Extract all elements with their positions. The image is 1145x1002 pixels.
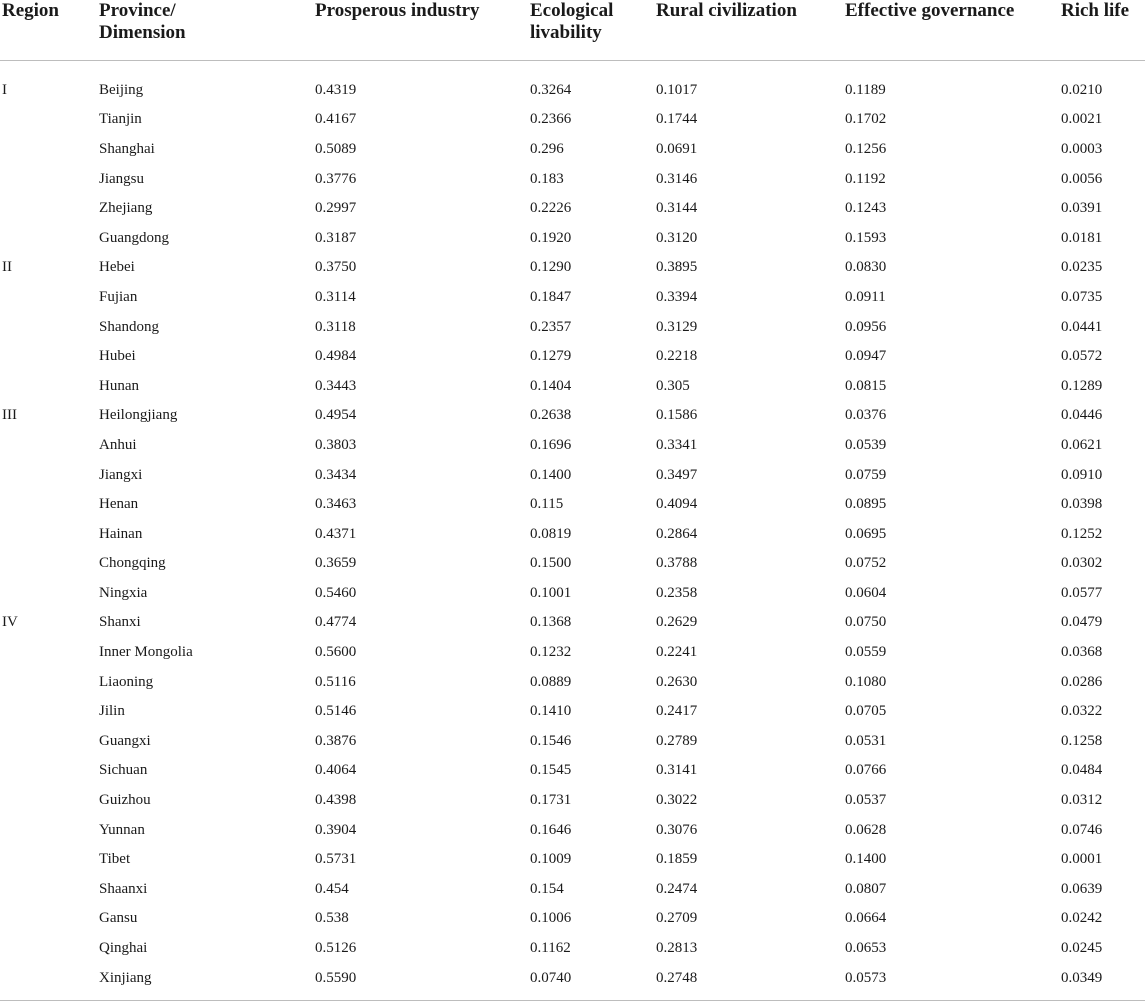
cell-region bbox=[0, 164, 97, 194]
cell-rural-civilization: 0.2864 bbox=[656, 525, 698, 542]
cell-rural-civilization: 0.1744 bbox=[656, 111, 698, 128]
cell-rich-life: 0.0479 bbox=[1061, 614, 1103, 631]
cell-ecological-livability: 0.1410 bbox=[530, 703, 572, 720]
cell-rich-life: 0.0910 bbox=[1061, 466, 1103, 483]
cell-prosperous-industry: 0.4371 bbox=[315, 525, 357, 542]
cell-region bbox=[0, 815, 97, 845]
cell-rural-civilization: 0.3394 bbox=[656, 288, 698, 305]
cell-rural-civilization: 0.2813 bbox=[656, 940, 698, 957]
cell-region bbox=[0, 105, 97, 135]
cell-rich-life: 0.0210 bbox=[1061, 81, 1103, 98]
cell-effective-governance: 0.1256 bbox=[845, 140, 887, 157]
cell-region: I bbox=[2, 81, 7, 98]
cell-rich-life: 0.1289 bbox=[1061, 377, 1103, 394]
cell-region bbox=[0, 963, 97, 993]
cell-rich-life: 0.0484 bbox=[1061, 762, 1103, 779]
cell-rich-life: 0.0003 bbox=[1061, 140, 1103, 157]
cell-rural-civilization: 0.2709 bbox=[656, 910, 698, 927]
cell-ecological-livability: 0.1847 bbox=[530, 288, 572, 305]
cell-rural-civilization: 0.3146 bbox=[656, 170, 698, 187]
cell-prosperous-industry: 0.3803 bbox=[315, 436, 357, 453]
cell-rural-civilization: 0.305 bbox=[656, 377, 690, 394]
cell-rich-life: 0.0286 bbox=[1061, 673, 1103, 690]
cell-ecological-livability: 0.2366 bbox=[530, 111, 572, 128]
table-row bbox=[0, 844, 1145, 874]
cell-effective-governance: 0.0695 bbox=[845, 525, 887, 542]
cell-ecological-livability: 0.2357 bbox=[530, 318, 572, 335]
cell-ecological-livability: 0.115 bbox=[530, 496, 564, 513]
cell-effective-governance: 0.0815 bbox=[845, 377, 887, 394]
cell-rich-life: 0.0735 bbox=[1061, 288, 1103, 305]
cell-region bbox=[0, 756, 97, 786]
cell-rural-civilization: 0.3895 bbox=[656, 259, 698, 276]
cell-rural-civilization: 0.3141 bbox=[656, 762, 698, 779]
cell-rural-civilization: 0.3788 bbox=[656, 555, 698, 572]
table-row bbox=[0, 134, 1145, 164]
table-row bbox=[0, 785, 1145, 815]
cell-province: Zhejiang bbox=[99, 200, 153, 217]
cell-region: IV bbox=[2, 614, 18, 631]
cell-effective-governance: 0.0759 bbox=[845, 466, 887, 483]
table-row bbox=[0, 105, 1145, 135]
header-row bbox=[0, 0, 1145, 61]
cell-region bbox=[0, 904, 97, 934]
cell-rich-life: 0.0577 bbox=[1061, 584, 1103, 601]
cell-ecological-livability: 0.183 bbox=[530, 170, 564, 187]
table-row bbox=[0, 874, 1145, 904]
table-row bbox=[0, 933, 1145, 963]
cell-effective-governance: 0.1192 bbox=[845, 170, 886, 187]
cell-effective-governance: 0.0628 bbox=[845, 821, 887, 838]
cell-region bbox=[0, 933, 97, 963]
cell-effective-governance: 0.0956 bbox=[845, 318, 887, 335]
cell-prosperous-industry: 0.3776 bbox=[315, 170, 357, 187]
cell-prosperous-industry: 0.3659 bbox=[315, 555, 357, 572]
table-row bbox=[0, 696, 1145, 726]
cell-prosperous-industry: 0.3463 bbox=[315, 496, 357, 513]
cell-ecological-livability: 0.2226 bbox=[530, 200, 572, 217]
cell-prosperous-industry: 0.4984 bbox=[315, 348, 357, 365]
cell-rural-civilization: 0.2417 bbox=[656, 703, 698, 720]
cell-prosperous-industry: 0.5146 bbox=[315, 703, 357, 720]
table-row bbox=[0, 223, 1145, 253]
table-row bbox=[0, 193, 1145, 223]
table-bottom-rule bbox=[0, 1000, 1145, 1001]
cell-effective-governance: 0.0531 bbox=[845, 732, 887, 749]
cell-province: Xinjiang bbox=[99, 969, 152, 986]
cell-province: Fujian bbox=[99, 288, 138, 305]
cell-effective-governance: 0.0830 bbox=[845, 259, 887, 276]
cell-effective-governance: 0.0766 bbox=[845, 762, 887, 779]
cell-effective-governance: 0.1080 bbox=[845, 673, 887, 690]
header-ecological-livability bbox=[528, 0, 654, 61]
cell-effective-governance: 0.0895 bbox=[845, 496, 887, 513]
cell-region bbox=[0, 489, 97, 519]
cell-effective-governance: 0.0705 bbox=[845, 703, 887, 720]
cell-effective-governance: 0.0752 bbox=[845, 555, 887, 572]
cell-province: Heilongjiang bbox=[99, 407, 178, 424]
header-province-dimension bbox=[97, 0, 313, 61]
table-row bbox=[0, 667, 1145, 697]
cell-prosperous-industry: 0.5460 bbox=[315, 584, 357, 601]
cell-effective-governance: 0.1593 bbox=[845, 229, 887, 246]
cell-province: Anhui bbox=[99, 436, 137, 453]
cell-region bbox=[0, 134, 97, 164]
cell-effective-governance: 0.0573 bbox=[845, 969, 887, 986]
cell-rural-civilization: 0.3076 bbox=[656, 821, 698, 838]
cell-ecological-livability: 0.1404 bbox=[530, 377, 572, 394]
cell-region bbox=[0, 637, 97, 667]
cell-rich-life: 0.0245 bbox=[1061, 940, 1103, 957]
table-header bbox=[0, 0, 1145, 61]
cell-ecological-livability: 0.1546 bbox=[530, 732, 572, 749]
cell-prosperous-industry: 0.5126 bbox=[315, 940, 357, 957]
cell-ecological-livability: 0.1290 bbox=[530, 259, 572, 276]
cell-province: Guangdong bbox=[99, 229, 169, 246]
cell-ecological-livability: 0.0819 bbox=[530, 525, 572, 542]
cell-prosperous-industry: 0.5089 bbox=[315, 140, 357, 157]
cell-region bbox=[0, 696, 97, 726]
cell-region bbox=[0, 549, 97, 579]
cell-province: Jilin bbox=[99, 703, 125, 720]
cell-ecological-livability: 0.1920 bbox=[530, 229, 572, 246]
cell-ecological-livability: 0.1001 bbox=[530, 584, 572, 601]
cell-region bbox=[0, 844, 97, 874]
table-row bbox=[0, 371, 1145, 401]
cell-rural-civilization: 0.3120 bbox=[656, 229, 698, 246]
cell-ecological-livability: 0.1279 bbox=[530, 348, 572, 365]
cell-rural-civilization: 0.3497 bbox=[656, 466, 698, 483]
header-rich-life: Rich life bbox=[1059, 0, 1145, 61]
table-row bbox=[0, 726, 1145, 756]
header-prosperous-industry: Prosperous industry bbox=[313, 0, 528, 61]
cell-rich-life: 0.0322 bbox=[1061, 703, 1103, 720]
table-row bbox=[0, 61, 1145, 105]
header-region: Region bbox=[0, 0, 97, 61]
cell-rich-life: 0.0302 bbox=[1061, 555, 1103, 572]
cell-rural-civilization: 0.1017 bbox=[656, 81, 698, 98]
cell-province: Sichuan bbox=[99, 762, 148, 779]
cell-prosperous-industry: 0.4774 bbox=[315, 614, 357, 631]
cell-rich-life: 0.0021 bbox=[1061, 111, 1103, 128]
cell-region bbox=[0, 282, 97, 312]
cell-rich-life: 0.0398 bbox=[1061, 496, 1103, 513]
cell-effective-governance: 0.0750 bbox=[845, 614, 887, 631]
cell-rural-civilization: 0.2789 bbox=[656, 732, 698, 749]
cell-region bbox=[0, 193, 97, 223]
cell-province: Gansu bbox=[99, 910, 138, 927]
cell-rural-civilization: 0.2748 bbox=[656, 969, 698, 986]
header-ecological-line1: Ecological bbox=[530, 0, 614, 21]
cell-ecological-livability: 0.1731 bbox=[530, 792, 572, 809]
cell-region bbox=[0, 430, 97, 460]
cell-rural-civilization: 0.2630 bbox=[656, 673, 698, 690]
cell-ecological-livability: 0.1368 bbox=[530, 614, 572, 631]
cell-province: Shanxi bbox=[99, 614, 141, 631]
cell-rich-life: 0.0312 bbox=[1061, 792, 1103, 809]
cell-prosperous-industry: 0.4954 bbox=[315, 407, 357, 424]
cell-rural-civilization: 0.3129 bbox=[656, 318, 698, 335]
cell-rich-life: 0.0235 bbox=[1061, 259, 1103, 276]
cell-rural-civilization: 0.3341 bbox=[656, 436, 698, 453]
cell-rural-civilization: 0.3144 bbox=[656, 200, 698, 217]
cell-rich-life: 0.0621 bbox=[1061, 436, 1103, 453]
cell-rich-life: 0.0746 bbox=[1061, 821, 1103, 838]
cell-province: Chongqing bbox=[99, 555, 166, 572]
cell-ecological-livability: 0.1545 bbox=[530, 762, 572, 779]
table-row bbox=[0, 401, 1145, 431]
cell-effective-governance: 0.0911 bbox=[845, 288, 886, 305]
cell-rich-life: 0.0441 bbox=[1061, 318, 1103, 335]
cell-region bbox=[0, 341, 97, 371]
cell-rural-civilization: 0.1859 bbox=[656, 851, 698, 868]
cell-effective-governance: 0.0559 bbox=[845, 644, 887, 661]
cell-region bbox=[0, 578, 97, 608]
cell-province: Yunnan bbox=[99, 821, 145, 838]
cell-rich-life: 0.1252 bbox=[1061, 525, 1103, 542]
cell-province: Hubei bbox=[99, 348, 136, 365]
cell-effective-governance: 0.1243 bbox=[845, 200, 887, 217]
cell-prosperous-industry: 0.3187 bbox=[315, 229, 357, 246]
cell-region: III bbox=[2, 407, 17, 424]
table-row bbox=[0, 519, 1145, 549]
cell-prosperous-industry: 0.3750 bbox=[315, 259, 357, 276]
cell-prosperous-industry: 0.3876 bbox=[315, 732, 357, 749]
cell-prosperous-industry: 0.454 bbox=[315, 880, 349, 897]
cell-effective-governance: 0.0539 bbox=[845, 436, 887, 453]
header-rural-civilization: Rural civilization bbox=[654, 0, 843, 61]
cell-ecological-livability: 0.1162 bbox=[530, 940, 571, 957]
table-row bbox=[0, 253, 1145, 283]
cell-rural-civilization: 0.1586 bbox=[656, 407, 698, 424]
cell-ecological-livability: 0.1696 bbox=[530, 436, 572, 453]
table-row bbox=[0, 963, 1145, 993]
table-row bbox=[0, 904, 1145, 934]
cell-province: Shandong bbox=[99, 318, 159, 335]
cell-prosperous-industry: 0.3434 bbox=[315, 466, 357, 483]
cell-rural-civilization: 0.2358 bbox=[656, 584, 698, 601]
cell-rich-life: 0.0391 bbox=[1061, 200, 1103, 217]
cell-rich-life: 0.0181 bbox=[1061, 229, 1103, 246]
table-row bbox=[0, 815, 1145, 845]
cell-effective-governance: 0.1702 bbox=[845, 111, 887, 128]
cell-province: Guizhou bbox=[99, 792, 151, 809]
header-province-line2: Dimension bbox=[99, 22, 186, 43]
table-row bbox=[0, 282, 1145, 312]
cell-rural-civilization: 0.3022 bbox=[656, 792, 698, 809]
cell-province: Guangxi bbox=[99, 732, 151, 749]
cell-rich-life: 0.0349 bbox=[1061, 969, 1103, 986]
cell-province: Henan bbox=[99, 496, 139, 513]
cell-prosperous-industry: 0.4398 bbox=[315, 792, 357, 809]
cell-province: Liaoning bbox=[99, 673, 154, 690]
cell-effective-governance: 0.0376 bbox=[845, 407, 887, 424]
cell-effective-governance: 0.0653 bbox=[845, 940, 887, 957]
cell-ecological-livability: 0.0889 bbox=[530, 673, 572, 690]
cell-ecological-livability: 0.1009 bbox=[530, 851, 572, 868]
table-row bbox=[0, 608, 1145, 638]
cell-province: Qinghai bbox=[99, 940, 148, 957]
cell-prosperous-industry: 0.5600 bbox=[315, 644, 357, 661]
cell-ecological-livability: 0.2638 bbox=[530, 407, 572, 424]
cell-rich-life: 0.1258 bbox=[1061, 732, 1103, 749]
cell-effective-governance: 0.0604 bbox=[845, 584, 887, 601]
cell-rural-civilization: 0.0691 bbox=[656, 140, 698, 157]
cell-region bbox=[0, 726, 97, 756]
cell-region: II bbox=[2, 259, 12, 276]
cell-ecological-livability: 0.1500 bbox=[530, 555, 572, 572]
header-effective-governance: Effective governance bbox=[843, 0, 1059, 61]
cell-ecological-livability: 0.296 bbox=[530, 140, 564, 157]
cell-rich-life: 0.0001 bbox=[1061, 851, 1103, 868]
cell-province: Jiangsu bbox=[99, 170, 144, 187]
table-row bbox=[0, 549, 1145, 579]
cell-prosperous-industry: 0.3443 bbox=[315, 377, 357, 394]
cell-rich-life: 0.0446 bbox=[1061, 407, 1103, 424]
cell-province: Beijing bbox=[99, 81, 144, 98]
cell-region bbox=[0, 312, 97, 342]
cell-rich-life: 0.0056 bbox=[1061, 170, 1103, 187]
table-row bbox=[0, 430, 1145, 460]
cell-prosperous-industry: 0.3114 bbox=[315, 288, 356, 305]
cell-rural-civilization: 0.2474 bbox=[656, 880, 698, 897]
cell-region bbox=[0, 460, 97, 490]
cell-province: Tibet bbox=[99, 851, 131, 868]
cell-prosperous-industry: 0.4064 bbox=[315, 762, 357, 779]
cell-rural-civilization: 0.2218 bbox=[656, 348, 698, 365]
cell-rich-life: 0.0242 bbox=[1061, 910, 1103, 927]
table-row bbox=[0, 489, 1145, 519]
cell-region bbox=[0, 519, 97, 549]
cell-prosperous-industry: 0.5731 bbox=[315, 851, 357, 868]
cell-prosperous-industry: 0.5116 bbox=[315, 673, 356, 690]
table-row bbox=[0, 578, 1145, 608]
cell-province: Tianjin bbox=[99, 111, 142, 128]
cell-prosperous-industry: 0.3118 bbox=[315, 318, 356, 335]
cell-effective-governance: 0.1400 bbox=[845, 851, 887, 868]
header-ecological-line2: livability bbox=[530, 22, 602, 43]
cell-province: Shaanxi bbox=[99, 880, 148, 897]
cell-ecological-livability: 0.1232 bbox=[530, 644, 572, 661]
cell-rich-life: 0.0368 bbox=[1061, 644, 1103, 661]
cell-province: Jiangxi bbox=[99, 466, 143, 483]
cell-region bbox=[0, 371, 97, 401]
cell-effective-governance: 0.0947 bbox=[845, 348, 887, 365]
cell-effective-governance: 0.0807 bbox=[845, 880, 887, 897]
table-row bbox=[0, 460, 1145, 490]
cell-province: Hebei bbox=[99, 259, 135, 276]
header-province-line1: Province/ bbox=[99, 0, 176, 21]
cell-ecological-livability: 0.0740 bbox=[530, 969, 572, 986]
table-row bbox=[0, 164, 1145, 194]
table-row bbox=[0, 341, 1145, 371]
table-row bbox=[0, 756, 1145, 786]
cell-ecological-livability: 0.3264 bbox=[530, 81, 572, 98]
cell-ecological-livability: 0.1400 bbox=[530, 466, 572, 483]
cell-rural-civilization: 0.2241 bbox=[656, 644, 698, 661]
cell-prosperous-industry: 0.538 bbox=[315, 910, 349, 927]
table-row bbox=[0, 637, 1145, 667]
cell-province: Hunan bbox=[99, 377, 139, 394]
cell-region bbox=[0, 223, 97, 253]
cell-rich-life: 0.0572 bbox=[1061, 348, 1103, 365]
cell-effective-governance: 0.0537 bbox=[845, 792, 887, 809]
cell-province: Hainan bbox=[99, 525, 143, 542]
cell-effective-governance: 0.1189 bbox=[845, 81, 886, 98]
cell-prosperous-industry: 0.3904 bbox=[315, 821, 357, 838]
cell-region bbox=[0, 874, 97, 904]
cell-rural-civilization: 0.4094 bbox=[656, 496, 698, 513]
cell-ecological-livability: 0.1006 bbox=[530, 910, 572, 927]
table-body bbox=[0, 61, 1145, 993]
cell-ecological-livability: 0.1646 bbox=[530, 821, 572, 838]
cell-ecological-livability: 0.154 bbox=[530, 880, 564, 897]
cell-rural-civilization: 0.2629 bbox=[656, 614, 698, 631]
cell-region bbox=[0, 667, 97, 697]
cell-province: Ningxia bbox=[99, 584, 148, 601]
cell-prosperous-industry: 0.4167 bbox=[315, 111, 357, 128]
cell-province: Inner Mongolia bbox=[99, 644, 193, 661]
cell-province: Shanghai bbox=[99, 140, 155, 157]
cell-rich-life: 0.0639 bbox=[1061, 880, 1103, 897]
cell-effective-governance: 0.0664 bbox=[845, 910, 887, 927]
cell-prosperous-industry: 0.2997 bbox=[315, 200, 357, 217]
cell-prosperous-industry: 0.4319 bbox=[315, 81, 357, 98]
cell-region bbox=[0, 785, 97, 815]
table-row bbox=[0, 312, 1145, 342]
cell-prosperous-industry: 0.5590 bbox=[315, 969, 357, 986]
